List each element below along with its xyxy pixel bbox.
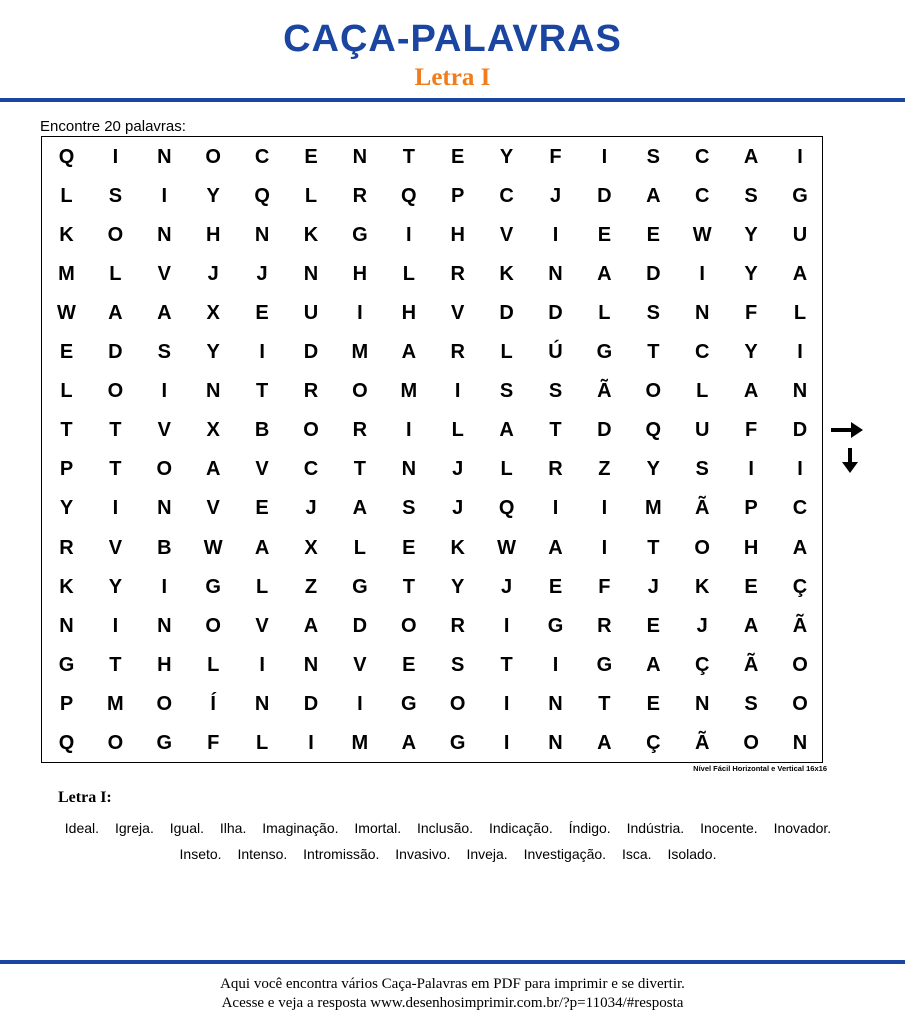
grid-cell: H [450,224,465,247]
grid-cell: A [303,614,319,637]
level-label: Nível Fácil Horizontal e Vertical 16x16 [693,764,827,773]
grid-cell: M [107,692,124,715]
grid-cell: L [353,536,366,559]
grid-cell: Y [744,341,758,364]
footer [0,975,905,1013]
grid-cell: I [357,302,363,325]
grid-cell: A [108,302,123,325]
grid-cell: E [402,536,416,559]
grid-cell: N [694,302,710,325]
grid-cell: V [353,653,367,676]
grid-cell: I [748,458,754,481]
grid-cells [42,137,822,762]
grid-cell: V [157,263,171,286]
word-item: Indústria. [626,820,685,836]
grid-cell: X [206,302,220,325]
grid-cell: M [400,380,418,403]
word-item: Inseto. [179,846,222,862]
grid-cell: I [503,731,510,754]
grid-cell: E [255,497,269,520]
grid-cell: E [304,146,318,168]
arrow-down-icon [842,448,858,473]
grid-cell: I [259,653,265,676]
grid-cell: R [59,536,74,559]
grid-cell: A [499,419,514,442]
grid-cell: J [501,575,513,598]
grid-cell: D [792,419,808,442]
grid-cell: F [549,146,562,168]
grid-cell: Y [499,146,514,168]
grid-cell: Y [744,263,758,286]
grid-cell: R [548,458,563,481]
grid-cell: A [646,185,661,208]
grid-cell: M [351,731,369,754]
grid-cell: T [647,341,660,364]
grid-cell: I [112,497,119,520]
footer-line-1: Aqui você encontra vários Caça-Palavras em PDF para imprimir e se divertir. [220,976,685,992]
grid-cell: E [548,575,563,598]
grid-cell: N [205,380,221,403]
grid-cell: A [401,341,417,364]
grid-cell: T [60,419,73,442]
grid-cell: A [743,146,759,168]
grid-cell: N [59,614,74,637]
grid-cell: D [352,614,368,637]
grid-cell: A [743,614,759,637]
grid-cell: V [108,536,123,559]
grid-cell: M [351,341,369,364]
grid-cell: Ã [743,653,759,676]
grid-cell: Q [401,185,417,208]
grid-cell: O [792,653,808,676]
word-item: Imortal. [354,820,402,836]
grid-cell: U [694,419,710,442]
grid-cell: D [108,341,123,364]
grid-cell: L [109,263,122,286]
grid-cell: A [646,653,661,676]
grid-cell: Í [210,692,216,715]
grid-cell: S [695,458,709,481]
grid-cell: N [157,497,172,520]
grid-cell: V [255,614,269,637]
grid-cell: A [743,380,759,403]
grid-cell: G [352,575,368,598]
grid-cell: H [401,302,417,325]
word-item: Indicação. [488,820,553,836]
grid-cell: Q [58,146,75,168]
grid-cell: R [450,263,465,286]
grid-cell: G [792,185,808,208]
grid-cell: I [797,146,803,168]
grid-cell: O [449,692,466,715]
grid-cell: O [156,692,173,715]
grid-cell: F [207,731,220,754]
grid-cell: S [646,302,660,325]
grid-cell: A [352,497,368,520]
word-item: Igreja. [114,820,154,836]
grid-cell: I [308,731,314,754]
grid-cell: I [503,614,510,637]
grid-cell: X [206,419,220,442]
grid-cell: A [792,263,808,286]
grid-cell: X [304,536,318,559]
grid-cell: Y [59,497,74,520]
grid-cell: G [352,224,368,247]
grid-cell: I [503,692,510,715]
grid-cell: K [59,575,74,598]
grid-cell: J [452,497,464,520]
grid-cell: N [401,458,417,481]
grid-cell: N [792,380,808,403]
grid-cell: G [596,653,613,676]
word-item: Isolado. [667,846,717,862]
grid-cell: I [161,575,168,598]
grid-cell: O [401,614,417,637]
bottom-divider [0,960,905,964]
grid-cell: V [451,302,465,325]
grid-cell: V [255,458,269,481]
grid-cell: D [548,302,563,325]
grid-cell: I [601,146,608,168]
grid-cell: G [401,692,417,715]
grid-cell: S [402,497,416,520]
grid-cell: Z [598,458,611,481]
grid-cell: C [303,458,319,481]
page-subtitle: Letra I [414,64,491,91]
grid-cell: T [549,419,562,442]
word-item: Ilha. [219,820,247,836]
direction-indicators [829,418,869,478]
grid-cell: R [450,614,465,637]
instruction-text: Encontre 20 palavras: [40,118,186,135]
grid-cell: D [499,302,514,325]
footer-line-2: Acesse e veja a resposta www.desenhosimprimir.com.br/?p=11034/#resposta [221,995,684,1011]
word-item: Invasivo. [395,846,451,862]
grid-cell: N [792,731,808,754]
word-list [58,815,838,867]
grid-cell: G [156,731,173,754]
grid-cell: O [645,380,662,403]
grid-cell: E [646,614,660,637]
grid-cell: K [303,224,319,247]
grid-cell: J [452,458,464,481]
grid-cell: T [402,575,415,598]
grid-cell: Ç [792,575,808,598]
grid-cell: A [597,731,612,754]
word-item: Inclusão. [417,820,474,836]
grid-cell: I [161,185,168,208]
grid-cell: N [694,692,710,715]
top-divider [0,98,905,102]
grid-cell: Q [498,497,515,520]
grid-cell: P [744,497,758,520]
grid-cell: D [597,419,612,442]
grid-cell: J [305,497,317,520]
grid-cell: T [109,419,122,442]
grid-cell: K [59,224,74,247]
word-item: Igual. [169,820,204,836]
grid-cell: I [797,458,803,481]
grid-cell: J [696,614,708,637]
grid-cell: E [451,146,465,168]
grid-cell: H [352,263,368,286]
grid-cell: O [694,536,710,559]
grid-cell: S [108,185,123,208]
grid-cell: W [203,536,223,559]
grid-cell: H [157,653,172,676]
grid-cell: C [694,341,710,364]
grid-cell: R [597,614,612,637]
grid-cell: Y [646,458,660,481]
grid-cell: T [353,458,366,481]
grid-cell: O [205,146,221,168]
word-search-grid [41,136,823,763]
grid-cell: L [60,185,73,208]
grid-cell: I [259,341,265,364]
grid-cell: U [792,224,808,247]
grid-cell: B [254,419,270,442]
grid-cell: S [157,341,171,364]
grid-cell: Q [645,419,662,442]
grid-cell: I [112,146,119,168]
grid-cell: F [744,419,758,442]
word-item: Intromissão. [303,846,380,862]
grid-cell: A [401,731,417,754]
grid-cell: E [255,302,269,325]
grid-cell: C [254,146,270,168]
grid-cell: I [357,692,363,715]
grid-cell: I [161,380,168,403]
grid-cell: Q [58,731,75,754]
grid-cell: S [548,380,563,403]
grid-cell: G [547,614,564,637]
grid-cell: Ç [694,653,710,676]
grid-cell: G [58,653,75,676]
grid-cell: N [157,224,172,247]
grid-cell: Y [206,185,220,208]
grid-cell: L [304,185,318,208]
grid-cell: J [207,263,219,286]
grid-cell: L [451,419,464,442]
grid-cell: M [644,497,662,520]
grid-cell: C [694,146,710,168]
grid-cell: G [205,575,221,598]
grid-cell: L [207,653,220,676]
grid-cell: Z [304,575,318,598]
grid-cell: O [107,224,124,247]
grid-cell: A [205,458,221,481]
grid-cell: N [303,263,319,286]
word-item: Índigo. [568,820,611,836]
grid-cell: P [59,692,74,715]
grid-cell: N [254,224,270,247]
grid-cell: H [743,536,759,559]
grid-cell: A [157,302,172,325]
grid-cell: O [156,458,173,481]
grid-cell: A [548,536,563,559]
word-item: Imaginação. [262,820,339,836]
grid-cell: T [402,146,415,168]
grid-cell: G [449,731,466,754]
word-item: Inocente. [700,820,758,836]
grid-cell: U [303,302,319,325]
grid-cell: C [499,185,514,208]
grid-cell: J [549,185,562,208]
grid-cell: E [646,224,660,247]
word-item: Inveja. [466,846,508,862]
grid-cell: Y [744,224,758,247]
grid-cell: F [744,302,758,325]
grid-cell: R [352,419,368,442]
grid-cell: K [499,263,514,286]
grid-cell: I [601,536,608,559]
grid-cell: Ã [597,380,612,403]
grid-cell: L [598,302,611,325]
grid-cell: D [597,185,612,208]
grid-cell: L [60,380,73,403]
grid-cell: N [548,263,563,286]
word-item: Intenso. [237,846,288,862]
grid-cell: O [352,380,368,403]
grid-cell: I [552,224,559,247]
grid-cell: H [205,224,221,247]
grid-cell: T [647,536,660,559]
grid-cell: I [406,419,412,442]
grid-cell: T [598,692,611,715]
grid-cell: L [500,458,513,481]
grid-cell: S [744,692,758,715]
grid-cell: L [255,731,269,754]
words-section-title: Letra I: [58,789,112,806]
grid-cell: E [646,692,660,715]
grid-cell: T [500,653,513,676]
grid-cell: S [646,146,660,168]
grid-cell: O [743,731,759,754]
grid-cell: O [792,692,808,715]
grid-cell: Ã [694,497,710,520]
grid-cell: L [696,380,709,403]
grid-cell: Q [254,185,270,208]
grid-cell: T [109,458,122,481]
grid-cell: I [699,263,705,286]
grid-cell: F [598,575,611,598]
grid-cell: Y [108,575,123,598]
grid-cell: L [793,302,807,325]
grid-cell: B [157,536,172,559]
grid-cell: L [500,341,513,364]
grid-cell: E [744,575,758,598]
word-item: Inovador. [773,820,832,836]
grid-cell: V [499,224,514,247]
grid-cell: Y [451,575,465,598]
word-item: Ideal. [64,820,100,836]
arrow-right-icon [831,422,863,438]
grid-cell: P [451,185,465,208]
grid-cell: N [548,731,563,754]
grid-cell: E [402,653,416,676]
grid-cell: Y [206,341,220,364]
grid-cell: I [406,224,412,247]
grid-cell: D [303,341,319,364]
grid-cell: O [303,419,319,442]
grid-cell: N [157,146,172,168]
grid-cell: L [255,575,269,598]
grid-cell: N [157,614,172,637]
grid-cell: D [646,263,661,286]
grid-cell: J [647,575,659,598]
grid-cell: R [303,380,319,403]
grid-cell: Ç [646,731,661,754]
grid-cell: I [601,497,608,520]
grid-cell: A [597,263,612,286]
grid-cell: Ã [694,731,710,754]
grid-cell: S [744,185,758,208]
grid-cell: A [254,536,270,559]
grid-cell: I [552,653,559,676]
grid-cell: S [499,380,514,403]
grid-cell: K [450,536,465,559]
grid-cell: J [256,263,268,286]
grid-cell: N [254,692,270,715]
grid-cell: N [548,692,563,715]
grid-cell: G [596,341,613,364]
grid-cell: I [797,341,803,364]
grid-cell: E [59,341,74,364]
grid-cell: W [692,224,712,247]
word-item: Isca. [621,846,652,862]
grid-cell: I [454,380,461,403]
grid-cell: P [59,458,74,481]
grid-cell: N [352,146,368,168]
grid-cell: C [694,185,710,208]
grid-cell: M [58,263,75,286]
grid-cell: K [694,575,710,598]
grid-cell: Ú [548,341,563,364]
grid-cell: S [451,653,465,676]
grid-cell: O [107,731,124,754]
grid-cell: O [107,380,124,403]
grid-cell: I [112,614,119,637]
page-title: CAÇA-PALAVRAS [283,18,622,60]
grid-cell: C [792,497,808,520]
grid-cell: D [303,692,319,715]
grid-cell: T [255,380,269,403]
grid-cell: W [57,302,76,325]
grid-cell: A [792,536,808,559]
grid-cell: L [402,263,415,286]
grid-cell: Ã [792,614,808,637]
grid-cell: V [206,497,220,520]
grid-cell: R [352,185,368,208]
word-item: Investigação. [523,846,607,862]
grid-cell: E [597,224,612,247]
grid-cell: R [450,341,465,364]
grid-cell: V [157,419,171,442]
grid-cell: I [552,497,559,520]
grid-cell: T [109,653,122,676]
grid-cell: N [303,653,319,676]
grid-cell: O [205,614,221,637]
grid-cell: W [497,536,517,559]
